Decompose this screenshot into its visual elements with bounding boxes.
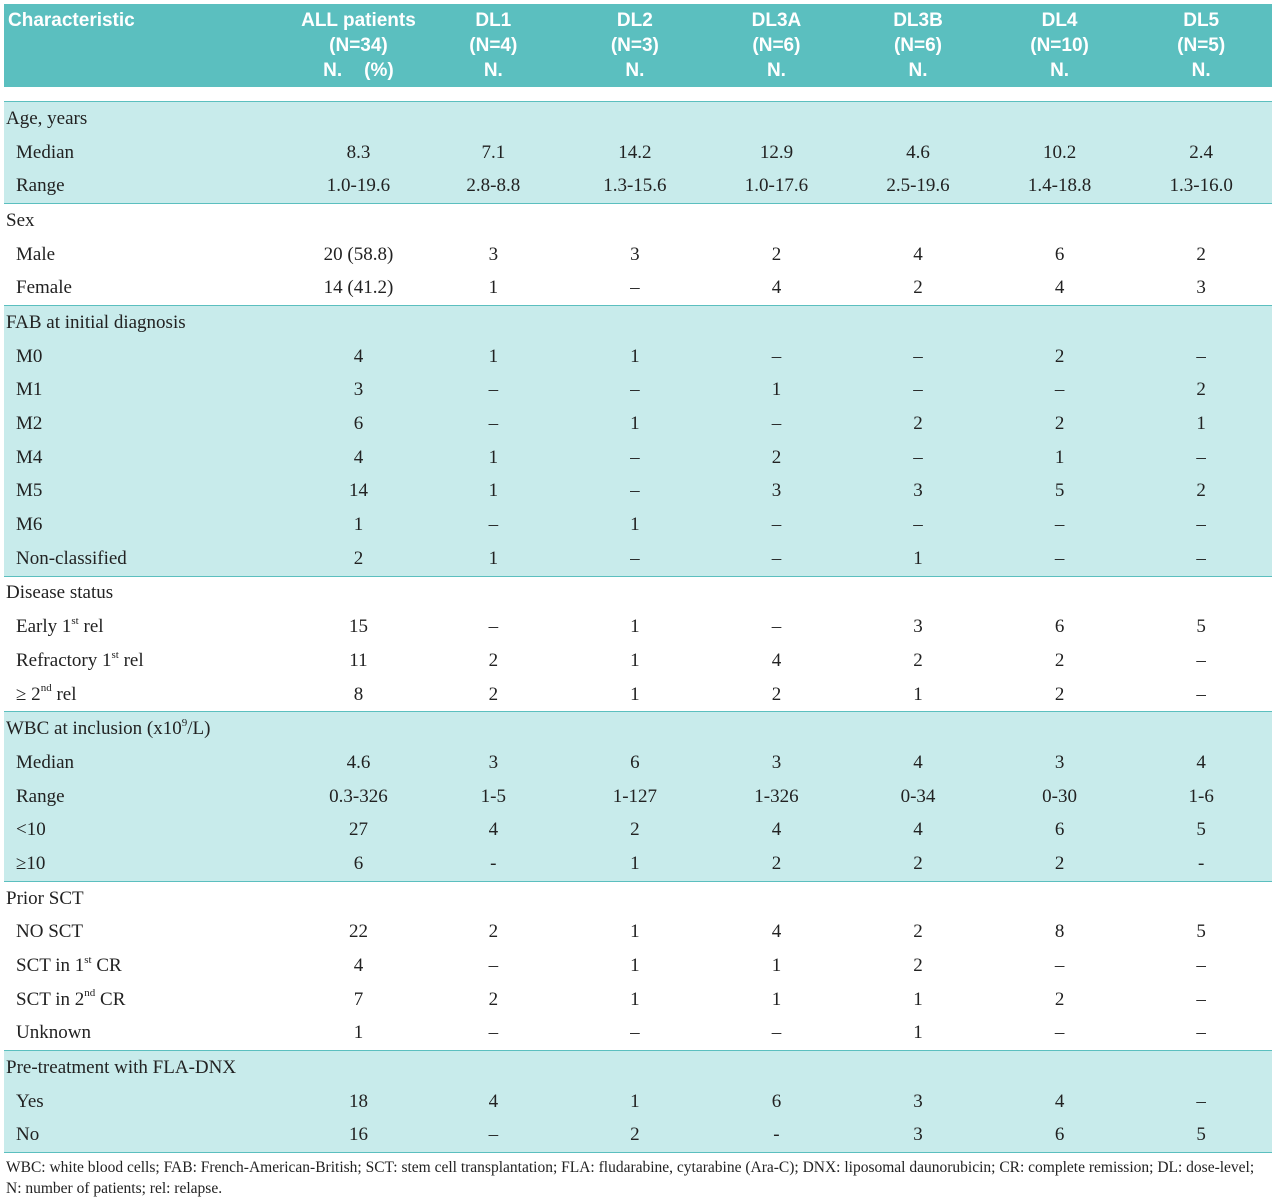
table-cell: 4 [294,441,422,475]
section-age-years [4,102,1272,204]
table-row [4,407,1272,441]
header-col-name: DL2 [616,10,653,31]
header-col-n: (N=6) [893,35,943,56]
row-label: Median [4,136,294,170]
table-cell: 1 [847,678,989,712]
table-cell: – [1130,508,1272,542]
table-cell: 1 [847,1017,989,1051]
table-cell: 1 [564,916,706,950]
row-label: Female [4,271,294,305]
table-cell: – [1130,1017,1272,1051]
table-cell: 3 [847,1119,989,1153]
table-row [4,983,1272,1017]
table-row [4,813,1272,847]
table-cell: 2 [564,1119,706,1153]
table-header [4,4,1272,102]
table-cell: 14.2 [564,136,706,170]
table-row [4,1119,1272,1153]
table-cell: – [706,340,848,374]
table-cell: - [423,847,565,881]
table-row [4,542,1272,576]
row-label: Male [4,238,294,272]
table-cell: – [847,508,989,542]
section-sex [4,204,1272,306]
row-label: <10 [4,813,294,847]
table-cell: 1 [423,441,565,475]
header-all-patients [294,4,422,87]
table-cell: 1 [564,407,706,441]
table-cell: – [423,407,565,441]
table-cell: 6 [989,610,1131,644]
table-cell: – [564,441,706,475]
row-label: No [4,1119,294,1153]
section-title: Pre-treatment with FLA-DNX [4,1051,1272,1085]
header-col-n: (N=5) [1177,35,1226,56]
row-label: Non-classified [4,542,294,576]
header-col-name: DL3A [751,10,802,31]
row-label: Unknown [4,1017,294,1051]
table-cell: 6 [989,238,1131,272]
row-label: ≥10 [4,847,294,881]
header-col-name: ALL patients [301,10,416,31]
row-label: Early 1st rel [4,610,294,644]
table-row [4,847,1272,881]
table-cell: 4.6 [847,136,989,170]
table-row [4,508,1272,542]
table-cell: 3 [294,374,422,408]
row-label: Refractory 1st rel [4,644,294,678]
table-cell: 1.0-19.6 [294,169,422,203]
table-cell: – [1130,949,1272,983]
table-cell: 1.0-17.6 [706,169,848,203]
table-cell: 4 [847,813,989,847]
table-cell: 2 [847,644,989,678]
header-dl2 [564,4,706,87]
header-col-name: DL3B [893,10,943,31]
table-cell: 1 [564,847,706,881]
table-cell: 2 [989,407,1131,441]
table-cell: 2 [847,916,989,950]
table-cell: 1 [564,949,706,983]
table-cell: 1 [564,678,706,712]
table-cell: – [1130,340,1272,374]
table-cell: 8.3 [294,136,422,170]
table-cell: – [706,610,848,644]
table-cell: 5 [1130,813,1272,847]
section-title-row [4,204,1272,238]
table-cell: 2.4 [1130,136,1272,170]
table-cell: 2 [706,441,848,475]
header-characteristic: Characteristic [4,4,294,87]
table-cell: 6 [294,407,422,441]
header-dl4 [989,4,1131,87]
table-cell: 4 [423,1085,565,1119]
table-cell: - [706,1119,848,1153]
section-title: Sex [4,204,1272,238]
table-cell: 4 [423,813,565,847]
table-cell: 1 [564,610,706,644]
table-row [4,1017,1272,1051]
table-cell: 2 [847,847,989,881]
table-cell: – [847,340,989,374]
row-label: Range [4,780,294,814]
table-cell: 18 [294,1085,422,1119]
row-label: SCT in 1st CR [4,949,294,983]
table-row [4,644,1272,678]
table-cell: 1-326 [706,780,848,814]
table-footnote: WBC: white blood cells; FAB: French-American-British; SCT: stem cell transplantation; FLA: fludarabine, cytarabine (Ara-C); DNX: liposomal daunorubicin; CR: complete remission; DL: dose-level; N: number of patients; rel: relapse. [6,1159,1255,1198]
table-cell: 6 [706,1085,848,1119]
header-spacer [4,87,1272,102]
table-cell: 6 [989,813,1131,847]
table-row [4,475,1272,509]
table-cell: 2.5-19.6 [847,169,989,203]
table-cell: 3 [847,610,989,644]
table-cell: 2 [564,813,706,847]
table-cell: 1 [847,542,989,576]
table-cell: 2 [1130,374,1272,408]
table-cell: – [989,374,1131,408]
table-cell: 1 [706,374,848,408]
header-col-name: DL4 [1041,10,1078,31]
table-cell: 7 [294,983,422,1017]
table-cell: 6 [989,1119,1131,1153]
header-col-unit: N. [625,60,645,81]
row-label: NO SCT [4,916,294,950]
section-disease-status [4,576,1272,712]
row-label: M6 [4,508,294,542]
table-cell: – [423,374,565,408]
section-wbc-at-inclusion-x10-l [4,712,1272,881]
table-cell: 12.9 [706,136,848,170]
header-col-n: (N=34) [329,35,388,56]
table-cell: – [1130,644,1272,678]
table-cell: 4 [706,916,848,950]
row-label: M0 [4,340,294,374]
row-label: Median [4,746,294,780]
table-cell: 4 [706,644,848,678]
table-cell: 1 [706,983,848,1017]
table-cell: 5 [1130,1119,1272,1153]
table-cell: 4 [294,949,422,983]
table-cell: 2 [989,847,1131,881]
table-cell: 4 [294,340,422,374]
header-dl3a [706,4,848,87]
table-cell: 3 [989,746,1131,780]
table-cell: 2 [989,644,1131,678]
table-cell: – [423,1017,565,1051]
section-title: WBC at inclusion $(x10^9/L)$ [4,712,1272,746]
table-cell: 1 [423,475,565,509]
table-cell: 2 [294,542,422,576]
table-row [4,746,1272,780]
header-col-unit: N. [1050,60,1070,81]
patient-characteristics-table [4,4,1272,1153]
table-row [4,916,1272,950]
table-cell: 16 [294,1119,422,1153]
row-label: M2 [4,407,294,441]
table-cell: 1 [423,340,565,374]
table-cell: 4.6 [294,746,422,780]
table-cell: 1-5 [423,780,565,814]
row-label: Yes [4,1085,294,1119]
table-row [4,780,1272,814]
table-cell: 6 [564,746,706,780]
table-cell: 2 [989,983,1131,1017]
header-col-unit: N. [908,60,928,81]
table-cell: 2 [847,407,989,441]
header-dl1 [423,4,565,87]
table-cell: 3 [564,238,706,272]
table-row [4,238,1272,272]
table-cell: – [423,1119,565,1153]
table-cell: 2 [423,678,565,712]
table-cell: - [1130,847,1272,881]
table-cell: – [1130,542,1272,576]
row-label: M4 [4,441,294,475]
section-title-row [4,712,1272,746]
table-cell: 2 [706,847,848,881]
table-row [4,949,1272,983]
header-col-unit: N. [483,60,503,81]
table-cell: 1 [423,271,565,305]
table-cell: 4 [989,271,1131,305]
table-cell: – [1130,441,1272,475]
table-cell: 5 [1130,610,1272,644]
table-cell: 2 [1130,475,1272,509]
table-cell: – [423,508,565,542]
table-cell: 1-6 [1130,780,1272,814]
header-col-unit: N. (%) [323,60,394,81]
table-cell: 2 [847,271,989,305]
table-cell: 14 [294,475,422,509]
table-row [4,610,1272,644]
table-cell: 20 (58.8) [294,238,422,272]
table-cell: 1 [294,1017,422,1051]
section-title: FAB at initial diagnosis [4,306,1272,340]
table-cell: 3 [1130,271,1272,305]
table-cell: 3 [423,238,565,272]
table-cell: 1 [564,1085,706,1119]
table-cell: 2 [706,238,848,272]
table-cell: 1 [564,644,706,678]
table-cell: 3 [706,475,848,509]
table-cell: 6 [294,847,422,881]
table-cell: 4 [1130,746,1272,780]
table-cell: 2 [989,678,1131,712]
table-cell: – [564,374,706,408]
table-cell: – [989,508,1131,542]
table-cell: – [564,1017,706,1051]
table-cell: – [989,949,1131,983]
header-col-n: (N=10) [1030,35,1089,56]
section-title: Disease status [4,576,1272,610]
table-row [4,374,1272,408]
section-title: Prior SCT [4,881,1272,915]
table-cell: 0-34 [847,780,989,814]
table-cell: 1-127 [564,780,706,814]
table-cell: – [1130,983,1272,1017]
table-cell: 2 [423,644,565,678]
table-cell: 2 [423,916,565,950]
table-cell: – [847,374,989,408]
table-cell: 1 [564,983,706,1017]
table-cell: 2 [706,678,848,712]
table-cell: 1.3-15.6 [564,169,706,203]
table-cell: 2 [847,949,989,983]
table-cell: 27 [294,813,422,847]
table-cell: 5 [989,475,1131,509]
table-cell: – [706,1017,848,1051]
table-cell: 4 [847,746,989,780]
table-cell: 22 [294,916,422,950]
header-dl5 [1130,4,1272,87]
table-cell: 1.3-16.0 [1130,169,1272,203]
table-cell: 2.8-8.8 [423,169,565,203]
section-title-row [4,576,1272,610]
header-col-n: (N=6) [752,35,801,56]
table-cell: 10.2 [989,136,1131,170]
table-cell: 3 [847,475,989,509]
table-cell: – [1130,678,1272,712]
section-title-row [4,102,1272,136]
header-col-unit: N. [1191,60,1211,81]
table-cell: – [564,475,706,509]
table-row [4,678,1272,712]
table-cell: 1 [1130,407,1272,441]
table-cell: – [564,271,706,305]
table-row [4,441,1272,475]
table-cell: 1 [294,508,422,542]
table-cell: 4 [847,238,989,272]
table-cell: 5 [1130,916,1272,950]
table-cell: 1 [423,542,565,576]
table-row [4,136,1272,170]
table-row [4,169,1272,203]
header-col-unit: N. [766,60,786,81]
table-cell: – [706,542,848,576]
table-cell: – [989,542,1131,576]
table-row [4,271,1272,305]
table-cell: 11 [294,644,422,678]
table-cell: – [989,1017,1131,1051]
section-title-row [4,1051,1272,1085]
section-title: Age, years [4,102,1272,136]
row-label: ≥ 2nd rel [4,678,294,712]
table-cell: 4 [706,813,848,847]
table-cell: 0.3-326 [294,780,422,814]
table-cell: 15 [294,610,422,644]
table-cell: – [564,542,706,576]
header-dl3b [847,4,989,87]
row-label: M5 [4,475,294,509]
table-cell: 2 [989,340,1131,374]
header-col-n: (N=4) [469,35,518,56]
section-fab-at-initial-diagnosis [4,306,1272,577]
table-cell: 2 [1130,238,1272,272]
row-label: M1 [4,374,294,408]
table-cell: 1 [847,983,989,1017]
table-cell: 2 [423,983,565,1017]
table-cell: 3 [423,746,565,780]
table-cell: 4 [706,271,848,305]
table-cell: 7.1 [423,136,565,170]
table-cell: – [847,441,989,475]
table-cell: 1 [564,340,706,374]
header-col-name: DL1 [475,10,512,31]
table-row [4,1085,1272,1119]
document-page [4,0,1276,1199]
table-cell: 8 [294,678,422,712]
section-title-row [4,306,1272,340]
table-cell: 3 [706,746,848,780]
table-cell: 1 [989,441,1131,475]
table-cell: 1.4-18.8 [989,169,1131,203]
table-cell: 8 [989,916,1131,950]
table-row [4,340,1272,374]
table-cell: – [423,610,565,644]
table-cell: – [1130,1085,1272,1119]
header-col-name: DL5 [1183,10,1220,31]
row-label: SCT in 2nd CR [4,983,294,1017]
table-cell: 4 [989,1085,1131,1119]
header-col-n: (N=3) [610,35,659,56]
table-cell: 0-30 [989,780,1131,814]
section-prior-sct [4,881,1272,1050]
row-label: Range [4,169,294,203]
table-cell: – [706,508,848,542]
table-cell: – [706,407,848,441]
table-cell: 1 [706,949,848,983]
section-pre-treatment-with-fla-dnx [4,1051,1272,1153]
table-cell: – [423,949,565,983]
table-cell: 1 [564,508,706,542]
section-title-row [4,881,1272,915]
table-cell: 3 [847,1085,989,1119]
table-cell: 14 (41.2) [294,271,422,305]
